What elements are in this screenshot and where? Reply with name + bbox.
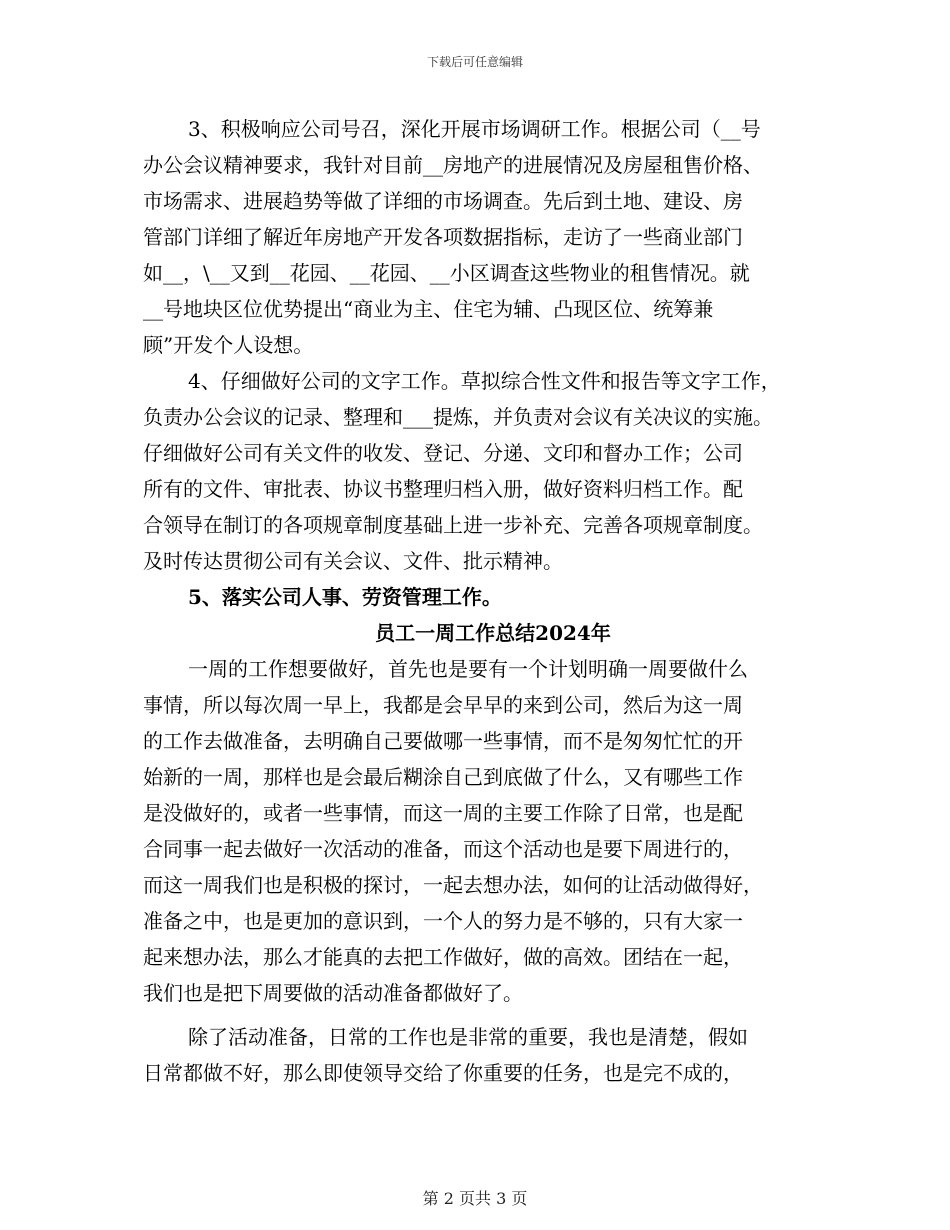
paragraph-line: 我们也是把下周要做的活动准备都做好了。 — [143, 981, 523, 1005]
paragraph-line: 4、仔细做好公司的文字工作。草拟综合性文件和报告等文字工作， — [188, 369, 781, 393]
paragraph-line: 一周的工作想要做好，首先也是要有一个计划明确一周要做什么 — [188, 657, 748, 681]
paragraph-line: 日常都做不好，那么即使领导交给了你重要的任务，也是完不成的， — [143, 1061, 743, 1085]
paragraph-line: 事情，所以每次周一早上，我都是会早早的来到公司，然后为这一周 — [143, 693, 743, 717]
paragraph-line: 3、积极响应公司号召，深化开展市场调研工作。根据公司（__号 — [188, 117, 761, 141]
paragraph-line: 而这一周我们也是积极的探讨，一起去想办法，如何的让活动做得好， — [143, 873, 763, 897]
paragraph-line: __号地块区位优势提出“商业为主、住宅为辅、凸现区位、统筹兼 — [143, 297, 714, 321]
page-header: 下载后可任意编辑 — [426, 55, 523, 69]
document-body — [143, 116, 833, 1096]
paragraph-line: 顾”开发个人设想。 — [143, 333, 314, 357]
paragraph-line: 的工作去做准备，去明确自己要做哪一些事情，而不是匆匆忙忙的开 — [143, 729, 743, 753]
paragraph-line: 及时传达贯彻公司有关会议、文件、批示精神。 — [143, 549, 563, 573]
paragraph-line: 是没做好的，或者一些事情，而这一周的主要工作除了日常，也是配 — [143, 801, 743, 825]
paragraph-line: 所有的文件、审批表、协议书整理归档入册，做好资料归档工作。配 — [143, 477, 743, 501]
paragraph-line: 除了活动准备，日常的工作也是非常的重要，我也是清楚，假如 — [188, 1025, 748, 1049]
paragraph-line: 负责办公会议的记录、整理和___提炼，并负责对会议有关决议的实施。 — [143, 405, 773, 429]
paragraph-line: 如__，\__又到__花园、__花园、__小区调查这些物业的租售情况。就 — [143, 261, 750, 285]
page-footer: 第 2 页共 3 页 — [422, 1189, 528, 1208]
paragraph-line: 办公会议精神要求，我针对目前__房地产的进展情况及房屋租售价格、 — [143, 153, 763, 177]
document-title: 员工一周工作总结2024年 — [375, 621, 611, 645]
paragraph-line: 合同事一起去做好一次活动的准备，而这个活动也是要下周进行的， — [143, 837, 743, 861]
paragraph-line: 始新的一周，那样也是会最后糊涂自己到底做了什么，又有哪些工作 — [143, 765, 743, 789]
paragraph-line: 管部门详细了解近年房地产开发各项数据指标，走访了一些商业部门 — [143, 225, 743, 249]
paragraph-line: 仔细做好公司有关文件的收发、登记、分递、文印和督办工作；公司 — [143, 441, 743, 465]
paragraph-line: 起来想办法，那么才能真的去把工作做好，做的高效。团结在一起， — [143, 945, 743, 969]
paragraph-line: 合领导在制订的各项规章制度基础上进一步补充、完善各项规章制度。 — [143, 513, 763, 537]
paragraph-line: 市场需求、进展趋势等做了详细的市场调查。先后到土地、建设、房 — [143, 189, 743, 213]
section-heading: 5、落实公司人事、劳资管理工作。 — [188, 585, 502, 609]
paragraph-line: 准备之中，也是更加的意识到，一个人的努力是不够的，只有大家一 — [143, 909, 743, 933]
